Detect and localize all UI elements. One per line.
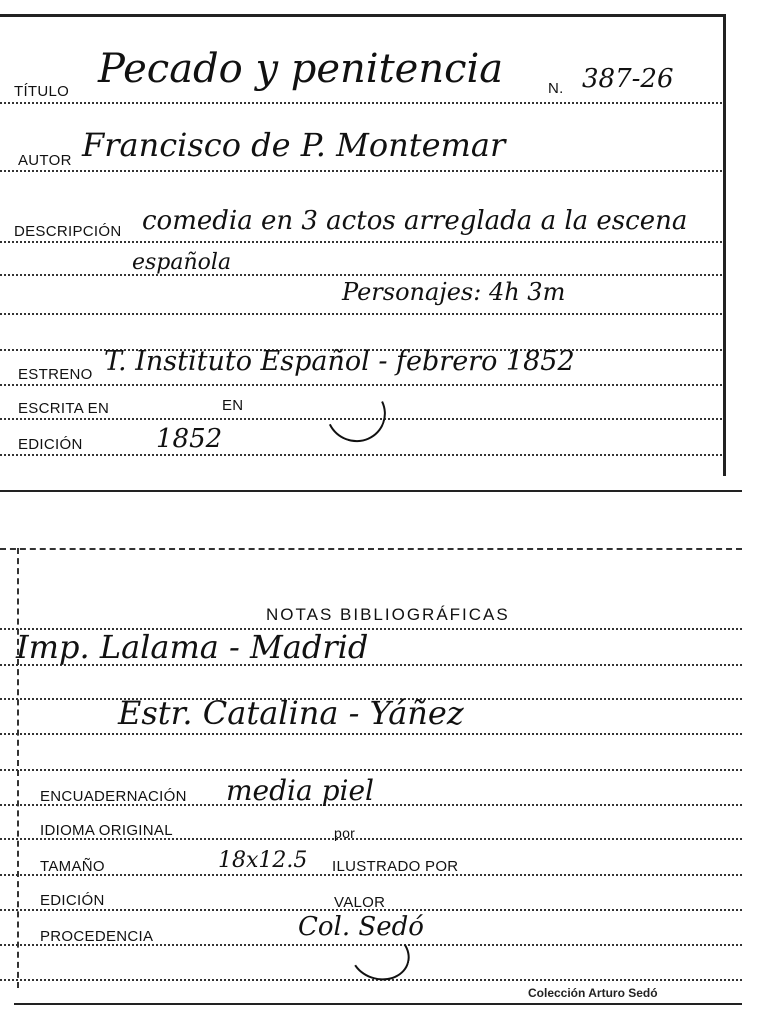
procedencia-value: Col. Sedó [298,912,424,942]
catalog-card-top [0,0,759,495]
personajes-value: Personajes: 4h 3m [342,278,566,306]
procedencia-label: PROCEDENCIA [40,928,154,945]
card-top-edge [0,14,725,17]
card2-left-edge [17,548,21,988]
encuadernacion-value: media piel [226,774,374,807]
coleccion-credit: Colección Arturo Sedó [528,986,658,1000]
por-label: por [334,825,356,841]
edicion-rule [0,454,722,456]
notas-rule-4 [0,733,742,735]
notas-rule-5 [0,769,742,771]
tamano-label: TAMAÑO [40,858,105,875]
autor-label: AUTOR [18,152,72,169]
card-bottom-edge [0,490,742,492]
edicion2-label: EDICIÓN [40,892,105,909]
titulo-rule [0,102,722,104]
autor-rule [0,170,722,172]
estreno-value: T. Instituto Español - febrero 1852 [104,346,575,377]
stamp-mark [318,375,394,450]
descripcion-line2: española [132,250,232,275]
numero-value: 387-26 [582,64,674,94]
personajes-rule [0,313,722,315]
idioma-label: IDIOMA ORIGINAL [40,822,173,839]
card2-bottom-edge [14,1003,742,1005]
titulo-value: Pecado y penitencia [98,46,504,92]
notas-line2: Estr. Catalina - Yáñez [118,694,464,732]
valor-label: VALOR [334,894,386,911]
en-label: EN [222,397,244,414]
edicion-value: 1852 [156,424,223,454]
descripcion-rule [0,241,722,243]
estreno-label: ESTRENO [18,366,93,383]
notas-title: NOTAS BIBLIOGRÁFICAS [266,605,510,624]
escrita-en-label: ESCRITA EN [18,400,110,417]
descripcion-line1: comedia en 3 actos arreglada a la escena [142,206,688,236]
ilustrado-label: ILUSTRADO POR [332,858,459,875]
titulo-label: TÍTULO [14,83,70,100]
final-rule [0,979,742,981]
descripcion-rule-2 [0,274,722,276]
descripcion-label: DESCRIPCIÓN [14,223,122,240]
notas-line1: Imp. Lalama - Madrid [16,628,369,666]
card2-top-edge [0,548,742,550]
tamano-value: 18x12.5 [218,848,308,873]
numero-label: N. [548,80,564,97]
edicion-label: EDICIÓN [18,436,83,453]
card-right-edge [723,14,726,476]
autor-value: Francisco de P. Montemar [82,126,506,164]
encuadernacion-label: ENCUADERNACIÓN [40,788,187,805]
